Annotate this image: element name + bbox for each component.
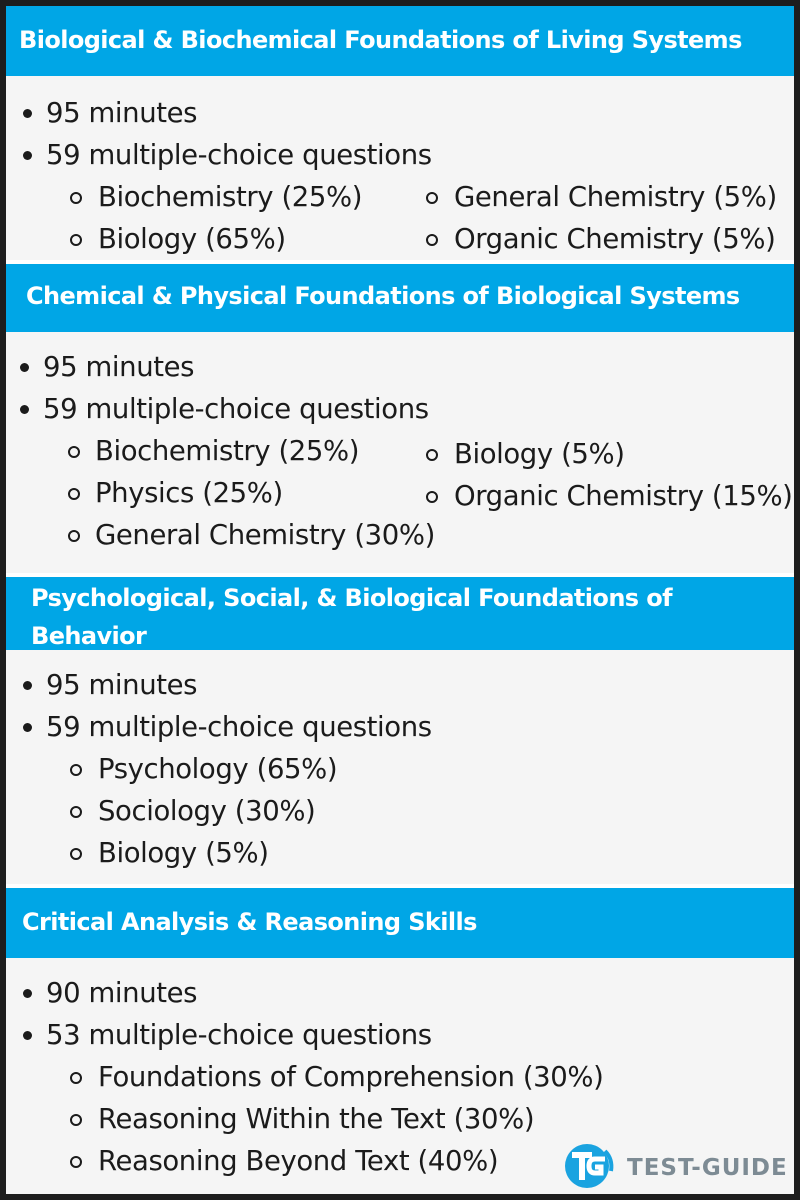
section-2-topic-biology: Biology (5%) xyxy=(454,438,625,470)
bullet-icon xyxy=(23,109,32,118)
section-1-header xyxy=(6,6,794,76)
section-3-topic-sociology: Sociology (30%) xyxy=(98,795,316,827)
section-3-questions: 59 multiple-choice questions xyxy=(46,711,432,743)
section-divider xyxy=(6,573,794,577)
section-4-topic-foundations-of-comprehension: Foundations of Comprehension (30%) xyxy=(98,1061,604,1093)
bullet-icon xyxy=(23,151,32,160)
section-3-topic-biology: Biology (5%) xyxy=(98,837,269,869)
sub-bullet-icon xyxy=(70,234,82,246)
section-divider xyxy=(6,260,794,264)
section-1-time: 95 minutes xyxy=(46,97,198,129)
section-2-topic-organic-chemistry: Organic Chemistry (15%) xyxy=(454,480,793,512)
section-4-topic-reasoning-within-text: Reasoning Within the Text (30%) xyxy=(98,1103,535,1135)
section-2-header xyxy=(6,262,794,332)
section-1-title: Biological & Biochemical Foundations of Living Systems xyxy=(19,26,742,54)
bullet-icon xyxy=(23,989,32,998)
section-2-topic-biochemistry: Biochemistry (25%) xyxy=(95,435,360,467)
sub-bullet-icon xyxy=(70,1072,82,1084)
section-4-title: Critical Analysis & Reasoning Skills xyxy=(22,908,477,936)
section-3-title-line-2: Behavior xyxy=(31,622,147,650)
section-1-topic-organic-chemistry: Organic Chemistry (5%) xyxy=(454,223,776,255)
sub-bullet-icon xyxy=(70,192,82,204)
section-3-time: 95 minutes xyxy=(46,669,198,701)
sub-bullet-icon xyxy=(426,234,438,246)
section-2-time: 95 minutes xyxy=(43,351,195,383)
section-2-body xyxy=(6,332,794,575)
sub-bullet-icon xyxy=(70,806,82,818)
section-divider xyxy=(6,884,794,888)
mcat-sections-card xyxy=(6,6,794,1194)
section-4-questions: 53 multiple-choice questions xyxy=(46,1019,432,1051)
section-4-header xyxy=(6,886,794,958)
bullet-icon xyxy=(23,681,32,690)
sub-bullet-icon xyxy=(70,764,82,776)
logo-text: TEST-GUIDE xyxy=(627,1155,788,1181)
sub-bullet-icon xyxy=(70,1114,82,1126)
section-3-body xyxy=(6,650,794,886)
sub-bullet-icon xyxy=(426,491,438,503)
sub-bullet-icon xyxy=(68,446,80,458)
sub-bullet-icon xyxy=(426,449,438,461)
section-2-title: Chemical & Physical Foundations of Biological Systems xyxy=(26,282,740,310)
sub-bullet-icon xyxy=(68,488,80,500)
bullet-icon xyxy=(23,1031,32,1040)
section-3-title-line-1: Psychological, Social, & Biological Foundations of xyxy=(31,584,672,612)
sub-bullet-icon xyxy=(68,530,80,542)
section-1-questions: 59 multiple-choice questions xyxy=(46,139,432,171)
section-3-topic-psychology: Psychology (65%) xyxy=(98,753,338,785)
section-2-topic-physics: Physics (25%) xyxy=(95,477,283,509)
sub-bullet-icon xyxy=(70,848,82,860)
bullet-icon xyxy=(20,405,29,414)
section-4-time: 90 minutes xyxy=(46,977,198,1009)
section-3-header xyxy=(6,575,794,650)
test-guide-logo[interactable] xyxy=(561,1141,793,1191)
sub-bullet-icon xyxy=(70,1156,82,1168)
tg-logo-icon xyxy=(561,1141,617,1191)
section-1-body xyxy=(6,76,794,262)
bullet-icon xyxy=(20,363,29,372)
section-2-topic-general-chemistry: General Chemistry (30%) xyxy=(95,519,435,551)
section-2-questions: 59 multiple-choice questions xyxy=(43,393,429,425)
bullet-icon xyxy=(23,723,32,732)
section-1-topic-biology: Biology (65%) xyxy=(98,223,286,255)
section-4-topic-reasoning-beyond-text: Reasoning Beyond Text (40%) xyxy=(98,1145,499,1177)
section-1-topic-biochemistry: Biochemistry (25%) xyxy=(98,181,363,213)
section-1-topic-general-chemistry: General Chemistry (5%) xyxy=(454,181,777,213)
sub-bullet-icon xyxy=(426,192,438,204)
